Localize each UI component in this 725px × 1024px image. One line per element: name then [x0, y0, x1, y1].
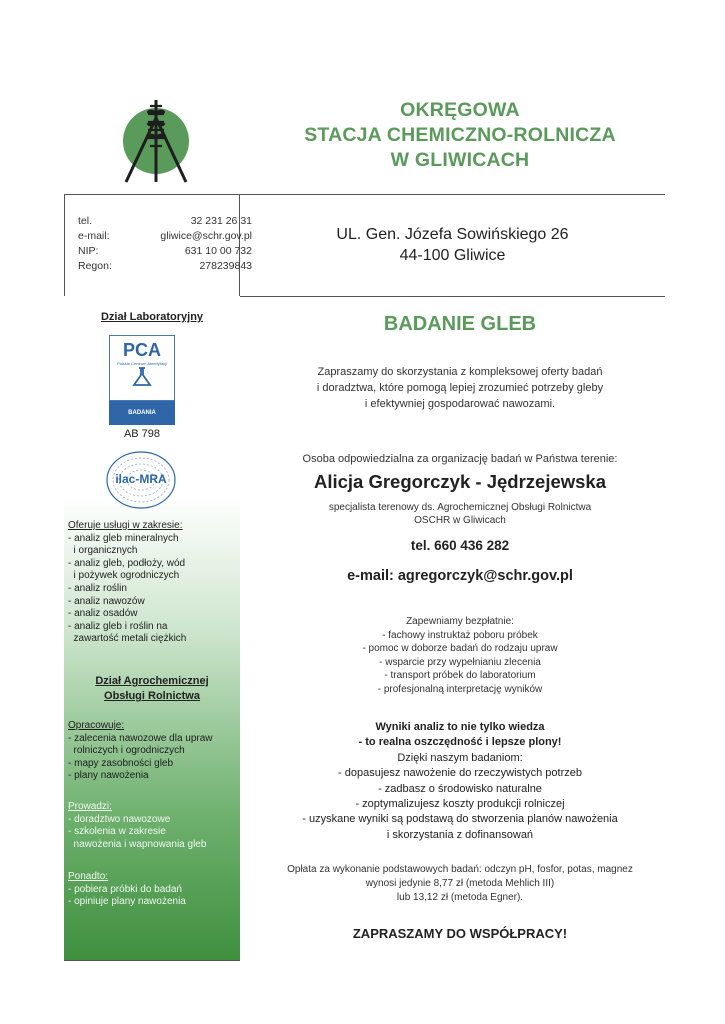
list-item: - pomoc w doborze badań do rodzaju upraw [362, 643, 558, 655]
contact-phone: tel. 660 436 282 [410, 538, 510, 553]
main-title: BADANIE GLEB [383, 313, 537, 335]
list-item: - dopasujesz nawożenie do rzeczywistych potrzeb [338, 767, 582, 780]
address-street: UL. Gen. Józefa Sowińskiego 26 [336, 226, 569, 243]
agro-title-line: Obsługi Rolnictwa [104, 690, 200, 702]
list-item: - zoptymalizujesz koszty produkcji rolniczej [355, 798, 565, 811]
list-item: - zalecenia nawozowe dla upraw [68, 732, 213, 744]
pca-box [109, 335, 175, 401]
contact-person-label: Osoba odpowiedzialna za organizację badań w Państwa terenie: [302, 453, 618, 465]
organization-title [255, 98, 665, 173]
intro-text [240, 364, 680, 412]
list-item: - uzyskane wyniki są podstawą do stworzenia planów nawożenia [302, 813, 618, 826]
list-item: rolniczych i ogrodniczych [68, 745, 185, 757]
develops-list [68, 720, 240, 783]
contact-value: 631 10 00 732 [184, 245, 252, 257]
results-benefits [240, 720, 680, 843]
list-item: - analiz osadów [68, 608, 138, 620]
pca-badge: BADANIA [109, 401, 175, 425]
contact-row-nip [78, 244, 252, 259]
list-item: - profesjonalną interpretację wyników [377, 683, 543, 695]
contact-person-role [240, 501, 680, 527]
list-item: - szkolenia w zakresie [68, 826, 166, 838]
role-line: OSCHR w Gliwicach [414, 515, 506, 526]
fee-line: wynosi jedynie 8,77 zł (metoda Mehlich III) [365, 878, 555, 889]
intro-line: i doradztwa, które pomogą lepiej zrozumieć potrzeby gleby [316, 382, 604, 394]
contact-email: e-mail: agregorczyk@schr.gov.pl [347, 568, 573, 584]
list-item: - opiniuje plany nawożenia [68, 896, 186, 908]
contact-row-regon [78, 259, 252, 274]
list-item: - zadbasz o środowisko naturalne [378, 782, 542, 795]
list-item: - analiz roślin [68, 582, 127, 594]
list-item: zawartość metali ciężkich [68, 633, 187, 645]
call-to-action: ZAPRASZAMY DO WSPÓŁPRACY! [352, 926, 568, 941]
contact-person-name: Alicja Gregorczyk - Jędrzejewska [313, 471, 607, 492]
develops-heading: Opracowuje: [68, 720, 125, 731]
ilac-mra-logo [104, 450, 178, 510]
free-heading: Zapewniamy bezpłatnie: [406, 616, 514, 627]
contact-block [78, 214, 252, 274]
conducts-heading: Prowadzi: [68, 801, 112, 812]
conducts-list [68, 801, 240, 851]
fee-info [240, 863, 680, 905]
list-item: - analiz nawozów [68, 595, 145, 607]
results-bold-line: Wyniki analiz to nie tylko wiedza [375, 721, 545, 733]
results-bold-line: - to realna oszczędność i lepsze plony! [358, 736, 562, 749]
pca-subtitle: Polskie Centrum Akredytacji [117, 361, 167, 366]
contact-value: 278239843 [199, 260, 252, 272]
intro-line: Zapraszamy do skorzystania z kompleksowej oferty badań [317, 366, 603, 378]
list-item: i organicznych [68, 545, 138, 557]
list-item: - transport próbek do laboratorium [384, 670, 536, 682]
pca-accreditation-logo [109, 335, 175, 427]
title-line: STACJA CHEMICZNO-ROLNICZA [304, 124, 616, 146]
role-line: specjalista terenowy ds. Agrochemicznej Obsługi Rolnictwa [328, 502, 592, 513]
free-services-list [240, 615, 680, 697]
agro-department-title [64, 674, 240, 704]
list-item: - fachowy instruktaż poboru próbek [382, 629, 538, 641]
address-block [240, 224, 665, 266]
intro-line: i efektywniej gospodarować nawozami. [364, 398, 556, 410]
list-item: Dzięki naszym badaniom: [397, 751, 523, 764]
title-line: OKRĘGOWA [400, 99, 520, 121]
contact-row-email [78, 229, 252, 244]
bottom-border [64, 960, 240, 961]
services-list [68, 520, 240, 646]
contact-label: e-mail: [78, 230, 110, 242]
list-item: - analiz gleb i roślin na [68, 620, 168, 632]
contact-label: NIP: [78, 245, 99, 257]
title-line: W GLIWICACH [390, 149, 530, 171]
list-item: - wsparcie przy wypełnianiu zlecenia [379, 656, 541, 668]
list-item: i pożywek ogrodniczych [68, 570, 180, 582]
services-heading: Oferuje usługi w zakresie: [68, 520, 183, 531]
flask-icon [130, 366, 154, 388]
list-item: - analiz gleb mineralnych [68, 532, 179, 544]
accreditation-number: AB 798 [123, 428, 161, 440]
fee-line: lub 13,12 zł (metoda Egner). [396, 892, 524, 903]
list-item: - doradztwo nawozowe [68, 813, 171, 825]
list-item: nawożenia i wapnowania gleb [68, 838, 207, 850]
pca-text: PCA [122, 340, 161, 360]
fee-line: Opłata za wykonanie podstawowych badań: odczyn pH, fosfor, potas, magnez [287, 864, 633, 875]
lab-department-title: Dział Laboratoryjny [100, 311, 204, 323]
contact-label: tel. [78, 215, 93, 227]
also-heading: Ponadto: [68, 871, 109, 882]
also-list [68, 871, 240, 909]
contact-row-tel [78, 214, 252, 229]
contact-label: Regon: [78, 260, 112, 272]
contact-value: 32 231 26 31 [190, 215, 252, 227]
station-logo-icon [120, 96, 192, 186]
list-item: - plany nawożenia [68, 770, 149, 782]
top-divider [64, 194, 665, 195]
agro-title-line: Dział Agrochemicznej [95, 675, 209, 687]
contact-value: gliwice@schr.gov.pl [160, 230, 252, 242]
address-city: 44-100 Gliwice [399, 247, 506, 264]
list-item: - pobiera próbki do badań [68, 883, 182, 895]
list-item: - analiz gleb, podłoży, wód [68, 557, 186, 569]
list-item: - mapy zasobności gleb [68, 757, 174, 769]
ilac-text: ilac-MRA [115, 472, 167, 486]
list-item: i skorzystania z dofinansowań [386, 828, 534, 841]
